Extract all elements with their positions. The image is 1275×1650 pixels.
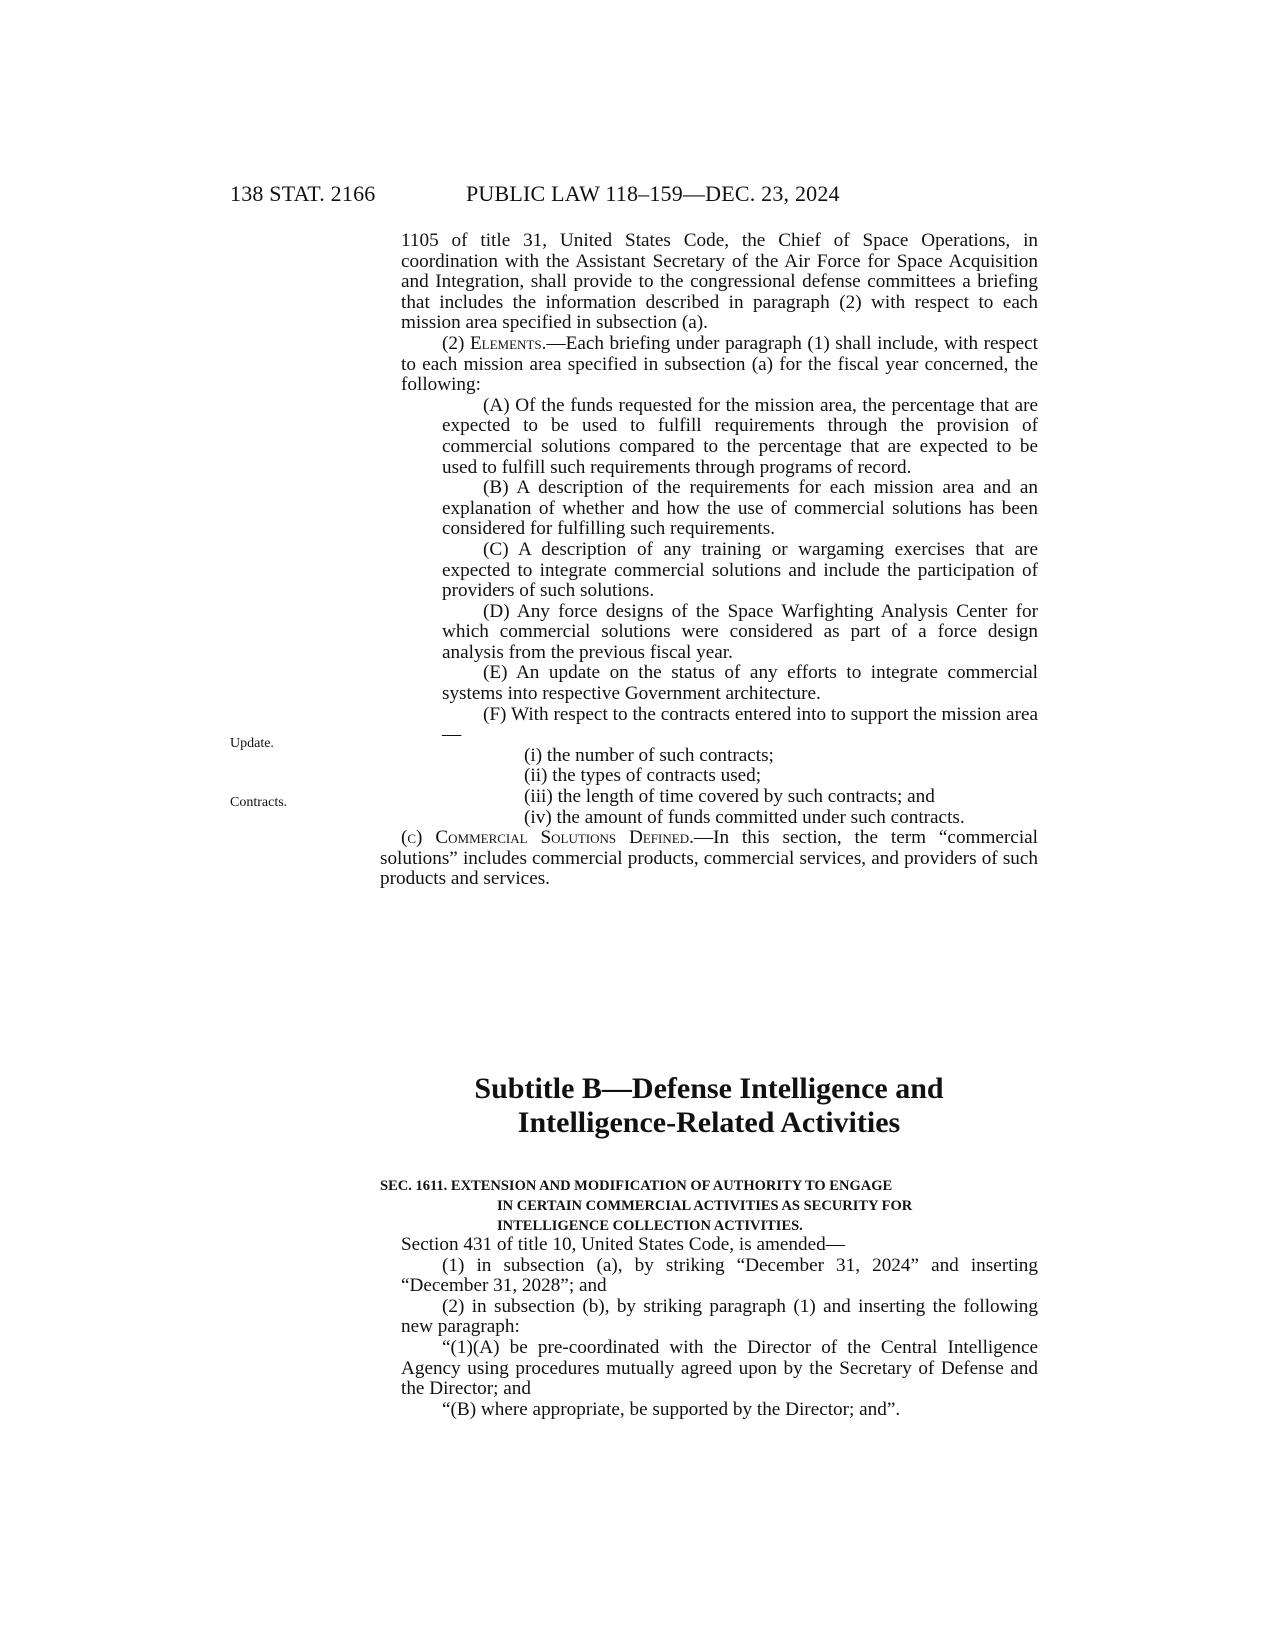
section-paragraph-2: (2) in subsection (b), by striking paragraph (1) and inserting the following new paragraph: (401, 1295, 1038, 1338)
subparagraph-d: (D) Any force designs of the Space Warfighting Analysis Center for which commercial solutions were considered as part of a force design analysis from the previous fiscal year. (442, 600, 1038, 663)
section-paragraph-1: (1) in subsection (a), by striking “December 31, 2024” and inserting “December 31, 2028”; and (401, 1254, 1038, 1297)
section-text (380, 1235, 1038, 1420)
statute-page-number: 138 STAT. 2166 (230, 181, 376, 206)
section-heading (380, 1176, 1038, 1236)
section-heading-line-1: SEC. 1611. EXTENSION AND MODIFICATION OF AUTHORITY TO ENGAGE (380, 1178, 893, 1194)
section-intro: Section 431 of title 10, United States Code, is amended— (401, 1234, 845, 1255)
paragraph-continuation: 1105 of title 31, United States Code, the Chief of Space Operations, in coordination with the Assistant Secretary of the Air Force for Space Acquisition and Integration, shall provide to the congressional defense committees a briefing that includes the information described in paragraph (2) with respect to each mission area specified in subsection (a). (401, 230, 1038, 334)
subparagraph-e: (E) An update on the status of any efforts to integrate commercial systems into respective Government architecture. (442, 662, 1038, 705)
subtitle-line-2: Intelligence-Related Activities (517, 1106, 901, 1139)
clause-iv: (iv) the amount of funds committed under such contracts. (524, 806, 965, 828)
quoted-paragraph-1b: “(B) where appropriate, be supported by the Director; and”. (442, 1398, 901, 1420)
running-head: PUBLIC LAW 118–159—DEC. 23, 2024 (466, 181, 840, 206)
subsection-c (380, 828, 1038, 890)
subtitle-heading (380, 1072, 1038, 1140)
paragraph-elements (380, 334, 1038, 396)
quoted-paragraph-1a: “(1)(A) be pre-coordinated with the Director of the Central Intelligence Agency using procedures mutually agreed upon by the Secretary of Defense and the Director; and (401, 1336, 1038, 1400)
margin-note-contracts: Contracts. (230, 795, 288, 810)
subparagraph-c: (C) A description of any training or wargaming exercises that are expected to integrate commercial solutions and include the participation of providers of such solutions. (442, 538, 1038, 602)
subparagraph-b: (B) A description of the requirements for each mission area and an explanation of whether and how the use of commercial solutions has been considered for fulfilling such requirements. (442, 477, 1038, 540)
margin-note-update: Update. (230, 736, 274, 751)
subsection-text: —In this section, the term “commercial solutions” includes commercial products, commercial services, and providers of such products and services. (380, 827, 1038, 890)
clause-i: (i) the number of such contracts; (524, 744, 774, 766)
subtitle-line-1: Subtitle B—Defense Intelligence and (474, 1072, 944, 1105)
section-heading-line-2: IN CERTAIN COMMERCIAL ACTIVITIES AS SECURITY FOR (497, 1198, 913, 1214)
paragraph-heading: (2) Elements. (442, 332, 547, 354)
clause-ii: (ii) the types of contracts used; (524, 765, 762, 787)
clause-iii: (iii) the length of time covered by such contracts; and (524, 786, 935, 808)
subparagraph-a: (A) Of the funds requested for the mission area, the percentage that are expected to be used to fulfill requirements through the provision of commercial solutions compared to the percentage that are expected to be used to fulfill such requirements through programs of record. (442, 394, 1038, 478)
body-text (380, 231, 1038, 890)
section-heading-line-3: INTELLIGENCE COLLECTION ACTIVITIES. (497, 1218, 803, 1234)
subparagraph-f: (F) With respect to the contracts entered into to support the mission area— (442, 703, 1038, 746)
paragraph-text: —Each briefing under paragraph (1) shall include, with respect to each mission area specified in subsection (a) for the fiscal year concerned, the following: (401, 332, 1038, 396)
subsection-heading: (c) Commercial Solutions Defined. (401, 827, 694, 849)
